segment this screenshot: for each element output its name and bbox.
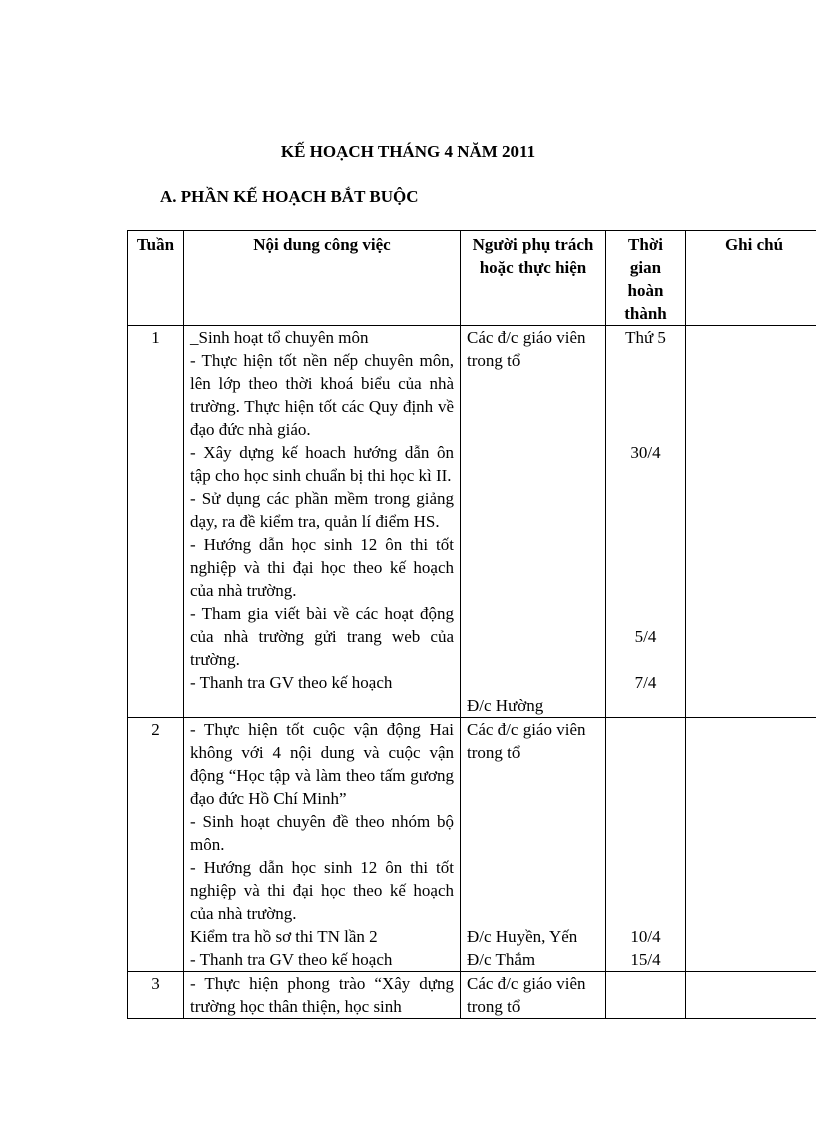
note-cell (686, 326, 816, 718)
task-content (184, 972, 461, 1019)
week-number: 1 (128, 326, 184, 718)
plan-table (127, 230, 816, 1019)
task-item: Kiểm tra hồ sơ thi TN lần 2 (190, 927, 378, 946)
due-time: 5/4 (634, 627, 657, 646)
note-cell (686, 718, 816, 972)
task-item: - Xây dựng kế hoach hướng dẫn ôn tập cho học sinh chuẩn bị thi học kì II. (190, 443, 454, 485)
table-row (128, 326, 816, 718)
time-cell (606, 972, 686, 1019)
header-week: Tuần (128, 231, 184, 326)
task-content (184, 718, 461, 972)
task-item: - Sinh hoạt chuyên đề theo nhóm bộ môn. (190, 812, 454, 854)
responsible-person: Các đ/c giáo viên trong tổ (467, 720, 586, 762)
section-heading: A. PHẦN KẾ HOẠCH BẮT BUỘC (160, 187, 419, 206)
responsible-person: Đ/c Huyền, Yến (467, 927, 578, 946)
header-note: Ghi chú (686, 231, 816, 326)
responsible-cell (461, 326, 606, 718)
time-cell (606, 718, 686, 972)
responsible-person: Các đ/c giáo viên trong tổ (467, 974, 586, 1016)
task-item: - Hướng dẫn học sinh 12 ôn thi tốt nghiệp và thi đại học theo kế hoạch của nhà trường. (190, 858, 454, 923)
task-item: - Thực hiện tốt nền nếp chuyên môn, lên lớp theo thời khoá biểu của nhà trường. Thực hiện tốt các Quy định về đạo đức nhà giáo. (190, 351, 454, 439)
responsible-person: Đ/c Hường (467, 696, 544, 715)
responsible-person: Các đ/c giáo viên trong tổ (467, 328, 586, 370)
week-number: 3 (128, 972, 184, 1019)
due-time: Thứ 5 (625, 328, 666, 347)
task-item: - Sử dụng các phần mềm trong giảng dạy, ra đề kiểm tra, quản lí điểm HS. (190, 489, 454, 531)
task-item: - Thanh tra GV theo kế hoạch (190, 673, 393, 692)
responsible-person: Đ/c Thắm (467, 950, 536, 969)
table-row (128, 718, 816, 972)
week-number: 2 (128, 718, 184, 972)
due-time: 30/4 (630, 443, 661, 462)
due-time: 7/4 (634, 673, 657, 692)
task-item: - Thực hiện tốt cuộc vận động Hai không với 4 nội dung và cuộc vận động “Học tập và làm theo tấm gương đạo đức Hồ Chí Minh” (190, 720, 454, 808)
due-time: 15/4 (630, 950, 661, 969)
header-responsible: Người phụ trách hoặc thực hiện (461, 231, 606, 326)
header-time: Thời gian hoàn thành (606, 231, 686, 326)
table-header-row (128, 231, 816, 326)
header-content: Nội dung công việc (184, 231, 461, 326)
task-item: _Sinh hoạt tổ chuyên môn (190, 328, 369, 347)
due-time: 10/4 (630, 927, 661, 946)
note-cell (686, 972, 816, 1019)
time-cell (606, 326, 686, 718)
task-item: - Tham gia viết bài về các hoạt động của nhà trường gửi trang web của trường. (190, 604, 454, 669)
task-item: - Thực hiện phong trào “Xây dựng trường học thân thiện, học sinh (190, 974, 454, 1016)
responsible-cell (461, 718, 606, 972)
task-item: - Hướng dẫn học sinh 12 ôn thi tốt nghiệp và thi đại học theo kế hoạch của nhà trường. (190, 535, 454, 600)
responsible-cell (461, 972, 606, 1019)
table-row (128, 972, 816, 1019)
task-item: - Thanh tra GV theo kế hoạch (190, 950, 393, 969)
document-title: KẾ HOẠCH THÁNG 4 NĂM 2011 (280, 142, 536, 161)
task-content (184, 326, 461, 718)
